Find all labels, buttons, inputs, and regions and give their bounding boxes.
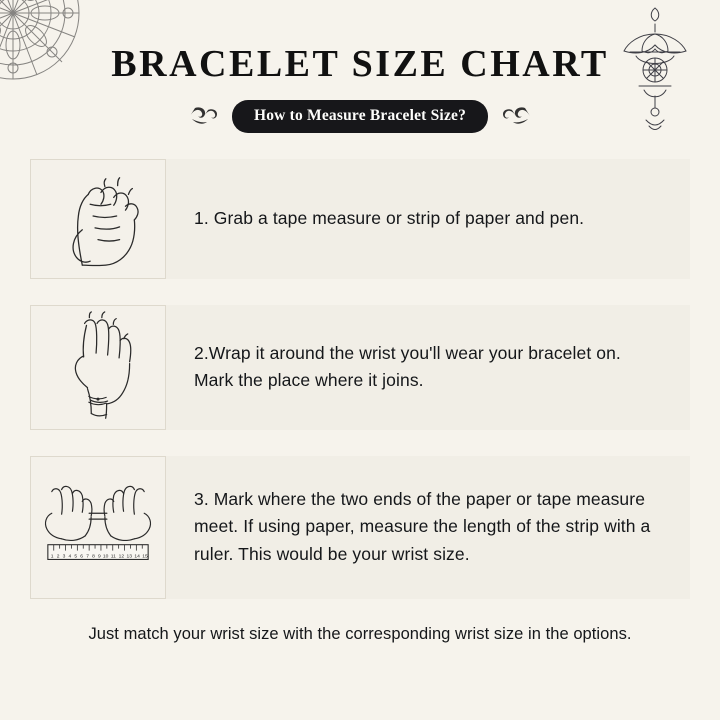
svg-text:7: 7 [86,554,89,560]
footer-note: Just match your wrist size with the corresponding wrist size in the options. [88,624,632,643]
svg-text:3: 3 [62,554,66,560]
svg-text:5: 5 [74,554,78,560]
subtitle-row [0,100,720,133]
svg-text:8: 8 [92,554,95,560]
svg-text:15: 15 [142,554,148,560]
flourish-right-icon [498,105,532,127]
svg-text:12: 12 [118,554,125,560]
svg-text:9: 9 [98,554,101,560]
step-text [166,159,690,279]
hands-measuring-strip-with-ruler-illustration [30,456,166,599]
svg-text:6: 6 [80,554,84,560]
svg-text:2: 2 [56,554,60,560]
list-item [30,305,690,430]
step-1-text: 1. Grab a tape measure or strip of paper and pen. [194,207,585,228]
list-item [30,456,690,599]
subtitle-pill: How to Measure Bracelet Size? [232,100,488,133]
svg-text:1: 1 [50,554,54,560]
page-title: BRACELET SIZE CHART [111,43,609,85]
step-3-text: 3. Mark where the two ends of the paper or tape measure meet. If using paper, measure the length of the strip with a ruler. This would be your wrist size. [194,488,651,565]
svg-text:14: 14 [134,554,140,560]
hand-with-tape-around-wrist-illustration [30,305,166,430]
svg-text:11: 11 [110,554,116,560]
hand-fist-illustration [30,159,166,279]
step-text [166,456,690,599]
list-item [30,159,690,279]
svg-text:4: 4 [68,554,72,560]
svg-text:10: 10 [102,554,109,560]
document-header [0,0,720,133]
step-2-text: 2.Wrap it around the wrist you'll wear your bracelet on. Mark the place where it joins. [194,342,621,391]
step-text [166,305,690,430]
svg-text:13: 13 [126,554,132,560]
flourish-left-icon [188,105,222,127]
steps-list [0,159,720,599]
